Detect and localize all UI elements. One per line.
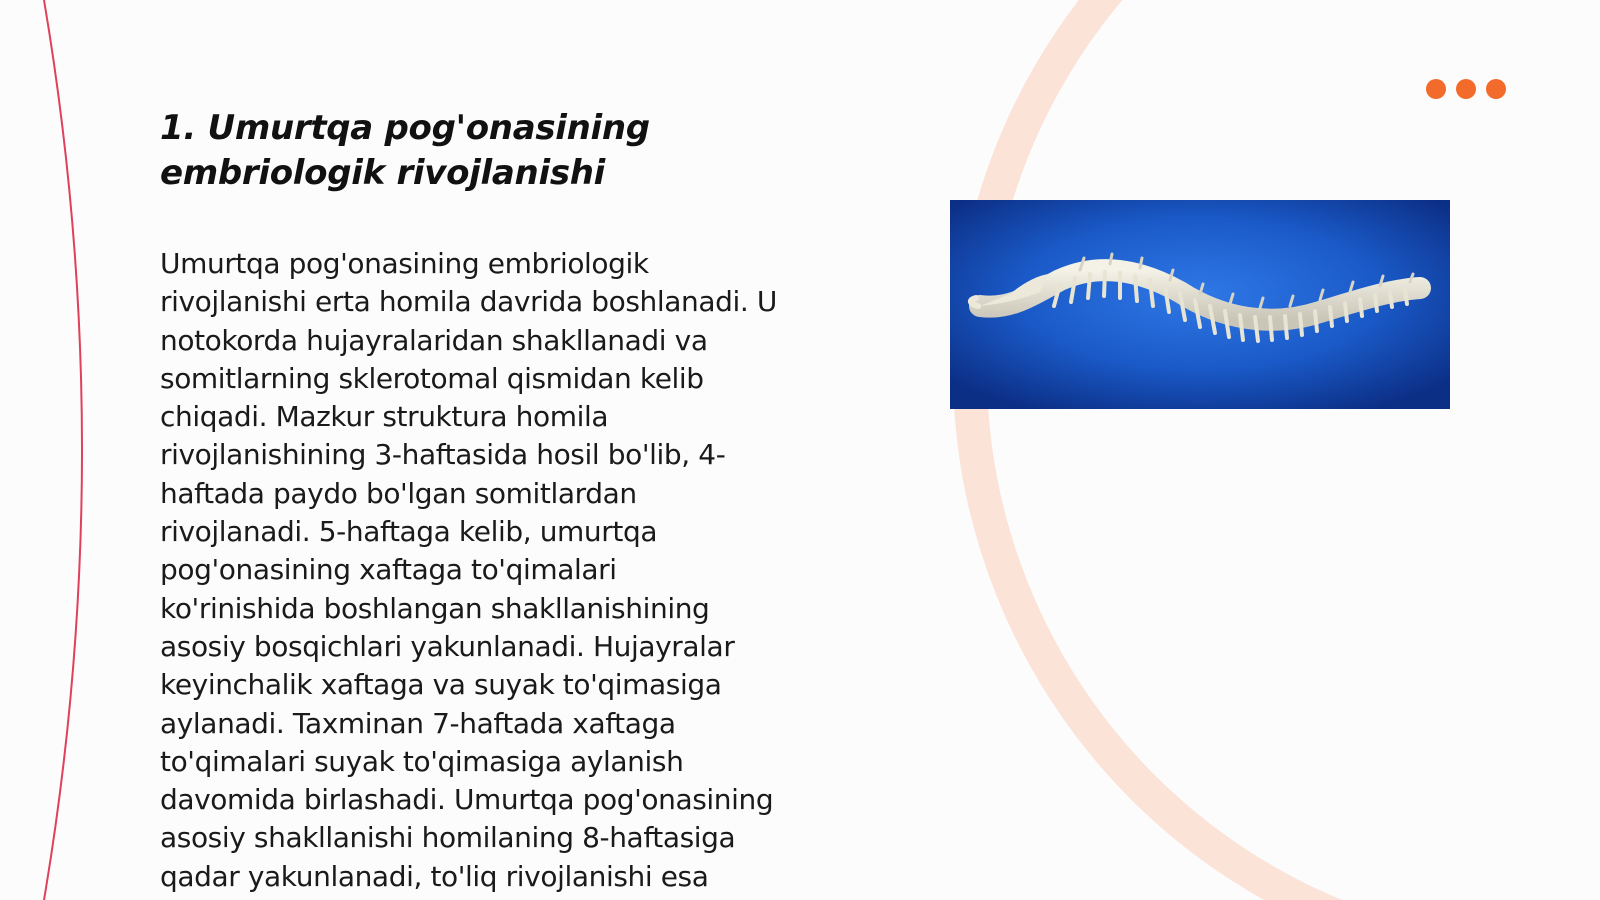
slide-title xyxy=(160,106,820,196)
body-line: rivojlanishi erta homila davrida boshlanadi. U xyxy=(160,285,777,319)
body-line: haftada paydo bo'lgan somitlardan xyxy=(160,476,637,510)
body-line: rivojlanadi. 5-haftaga kelib, umurtqa xyxy=(160,515,658,549)
body-line: keyinchalik xaftaga va suyak to'qimasiga xyxy=(160,668,722,702)
body-line: davomida birlashadi. Umurtqa pog'onasining xyxy=(160,783,774,817)
body-line: asosiy bosqichlari yakunlanadi. Hujayralar xyxy=(160,629,735,663)
peach-ring xyxy=(970,0,1600,900)
dot-icon xyxy=(1426,79,1446,99)
spine-illustration-icon xyxy=(950,200,1450,409)
body-line: Umurtqa pog'onasining embriologik xyxy=(160,247,649,280)
body-line: asosiy shakllanishi homilaning 8-haftasiga xyxy=(160,821,736,855)
body-line: qadar yakunlanadi, to'liq rivojlanishi esa xyxy=(160,859,709,893)
menu-dots xyxy=(1426,79,1506,99)
body-line: rivojlanishining 3-haftasida hosil bo'lib, 4- xyxy=(160,438,726,472)
left-arc-line xyxy=(44,0,82,900)
dot-icon xyxy=(1456,79,1476,99)
body-line: to'qimalari suyak to'qimasiga aylanish xyxy=(160,744,684,778)
body-line: chiqadi. Mazkur struktura homila xyxy=(160,400,609,434)
body-line: aylanadi. Taxminan 7-haftada xaftaga xyxy=(160,706,676,740)
title-line: embriologik rivojlanishi xyxy=(160,153,606,193)
body-line: pog'onasining xaftaga to'qimalari xyxy=(160,553,617,587)
title-line: 1. Umurtqa pog'onasining xyxy=(160,108,650,148)
body-line: notokorda hujayralaridan shakllanadi va xyxy=(160,323,708,357)
body-paragraph xyxy=(160,245,850,896)
body-line: somitlarning sklerotomal qismidan kelib xyxy=(160,361,704,395)
spine-image xyxy=(950,200,1450,409)
body-line: ko'rinishida boshlangan shakllanishining xyxy=(160,591,710,625)
dot-icon xyxy=(1486,79,1506,99)
